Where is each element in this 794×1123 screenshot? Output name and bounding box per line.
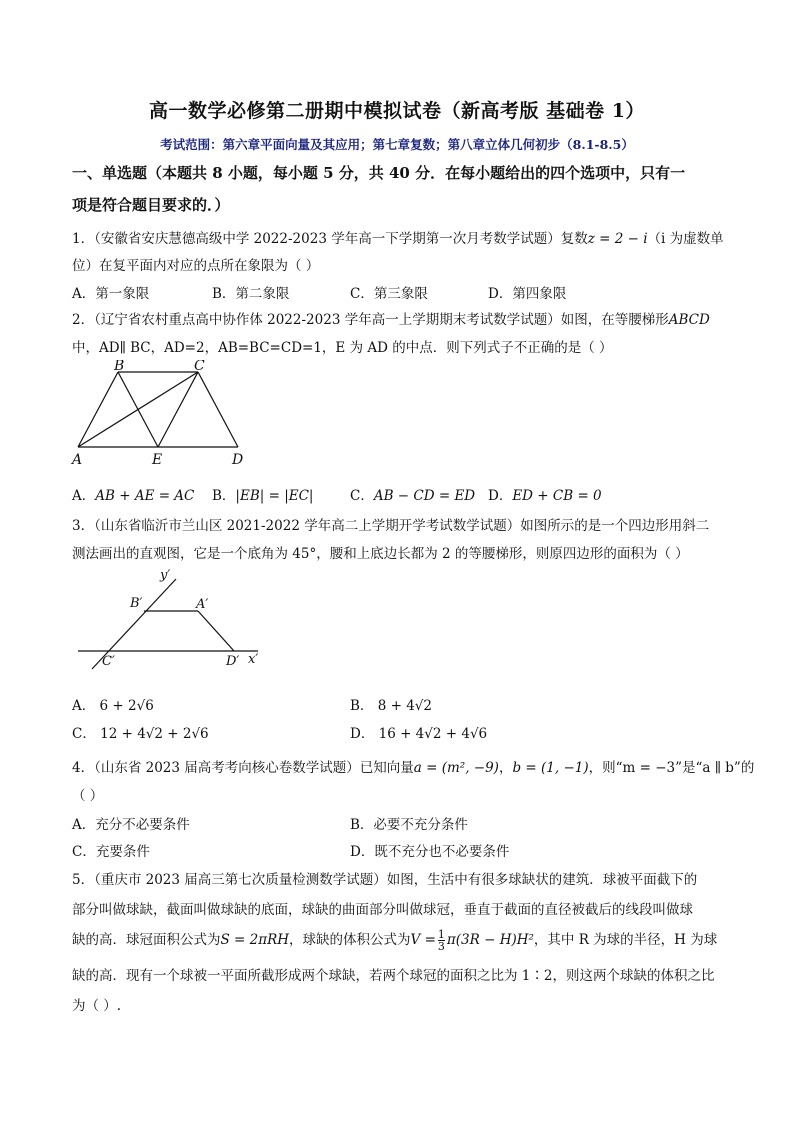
q3-option-c[interactable]: C． 12 + 4√2 + 2√6 [72, 726, 209, 742]
q1-stem-line2: 位）在复平面内对应的点所在象限为（ ） [72, 258, 320, 274]
page-title: 高一数学必修第二册期中模拟试卷（新高考版 基础卷 1） [149, 100, 645, 122]
q4-option-d[interactable]: D．既不充分也不必要条件 [350, 844, 510, 860]
q4-option-c[interactable]: C．充要条件 [72, 844, 150, 860]
q2-option-d[interactable]: D．ED + CB = 0 [488, 488, 602, 504]
exam-scope: 考试范围：第六章平面向量及其应用；第七章复数；第八章立体几何初步（8.1-8.5） [160, 137, 634, 152]
q2-option-b[interactable]: B．|EB| = |EC| [212, 488, 314, 504]
q5-stem-line2: 部分叫做球缺，截面叫做球缺的底面，球缺的曲面部分叫做球冠，垂直于截面的直径被截后的线段叫做球 [72, 902, 693, 918]
q3-stem-line2: 测法画出的直观图，它是一个底角为 45°，腰和上底边长都为 2 的等腰梯形，则原四边形的面积为（ ） [72, 546, 689, 562]
label-b: B [114, 360, 125, 374]
q1-option-b[interactable]: B．第二象限 [212, 286, 290, 302]
q5-stem-line1: 5．（重庆市 2023 届高三第七次质量检测数学试题）如图，生活中有很多球缺状的建筑．球被平面截下的 [72, 872, 698, 888]
label-x-axis: x′ [248, 652, 259, 667]
q3-option-b[interactable]: B． 8 + 4√2 [350, 698, 432, 714]
label-c: C [194, 360, 205, 374]
q1-option-d[interactable]: D．第四象限 [488, 286, 567, 302]
q5-volume-formula: π(3R − H)H² [446, 932, 534, 948]
q5-surface-formula: S = 2πRH [220, 932, 290, 948]
q5-stem-line5: 为（ ）. [72, 998, 122, 1014]
q3-oblique-figure [72, 565, 272, 675]
q2-stem-line1: 2．（辽宁省农村重点高中协作体 2022-2023 学年高一上学期期末考试数学试题）如图，在等腰梯形ABCD [72, 312, 710, 328]
q4-vector-b: b = (1, −1) [512, 760, 589, 776]
section-heading-line2: 项是符合题目要求的．） [72, 196, 230, 214]
q4-vector-a: a = (m², −9) [413, 760, 499, 776]
section-heading-line1: 一、单选题（本题共 8 小题，每小题 5 分，共 40 分．在每小题给出的四个选项中，只有一 [72, 164, 686, 182]
label-d-prime: D′ [226, 654, 240, 669]
q5-fraction: $\frac{1}{3}$ [437, 928, 445, 953]
label-c-prime: C′ [102, 654, 115, 669]
q1-option-c[interactable]: C．第三象限 [350, 286, 428, 302]
label-y-axis: y′ [160, 568, 171, 583]
label-b-prime: B′ [130, 596, 143, 611]
q2-trapezoid-figure [66, 360, 256, 470]
label-d: D [232, 452, 244, 468]
q2-option-a[interactable]: A．AB + AE = AC [72, 488, 195, 504]
q5-stem-line4: 缺的高．现有一个球被一平面所截形成两个球缺，若两个球冠的面积之比为 1∶2，则这两个球缺的体积之比 [72, 968, 715, 984]
q1-option-a[interactable]: A．第一象限 [72, 286, 150, 302]
label-a: A [72, 452, 83, 468]
q5-stem-line3: 缺的高．球冠面积公式为S = 2πRH，球缺的体积公式为V = $\frac{1}{3}$ π(3R − H)H²，其中 R 为球的半径，H 为球 [72, 928, 718, 953]
q4-stem-line2: （ ） [72, 788, 104, 804]
q1-expression: z = 2 − i [587, 231, 648, 247]
q2-option-c[interactable]: C．AB − CD = ED [350, 488, 476, 504]
q4-stem-line1: 4．（山东省 2023 届高考考向核心卷数学试题）已知向量a = (m², −9)，b = (1, −1)，则“m = −3”是“a ∥ b”的 [72, 760, 755, 776]
q4-option-a[interactable]: A．充分不必要条件 [72, 817, 190, 833]
q2-stem-line2: 中，AD∥ BC，AD=2，AB=BC=CD=1，E 为 AD 的中点．则下列式子不正确的是（ ） [72, 340, 613, 356]
q1-stem-line1: 1．（安徽省安庆慧德高级中学 2022-2023 学年高一下学期第一次月考数学试题）复数z = 2 − i（i 为虚数单 [72, 231, 724, 247]
q3-stem-line1: 3．（山东省临沂市兰山区 2021-2022 学年高二上学期开学考试数学试题）如图所示的是一个四边形用斜二 [72, 518, 710, 534]
label-a-prime: A′ [196, 597, 209, 612]
label-e: E [152, 452, 163, 468]
q3-option-d[interactable]: D． 16 + 4√2 + 4√6 [350, 726, 488, 742]
q3-option-a[interactable]: A． 6 + 2√6 [72, 698, 154, 714]
q4-option-b[interactable]: B．必要不充分条件 [350, 817, 468, 833]
